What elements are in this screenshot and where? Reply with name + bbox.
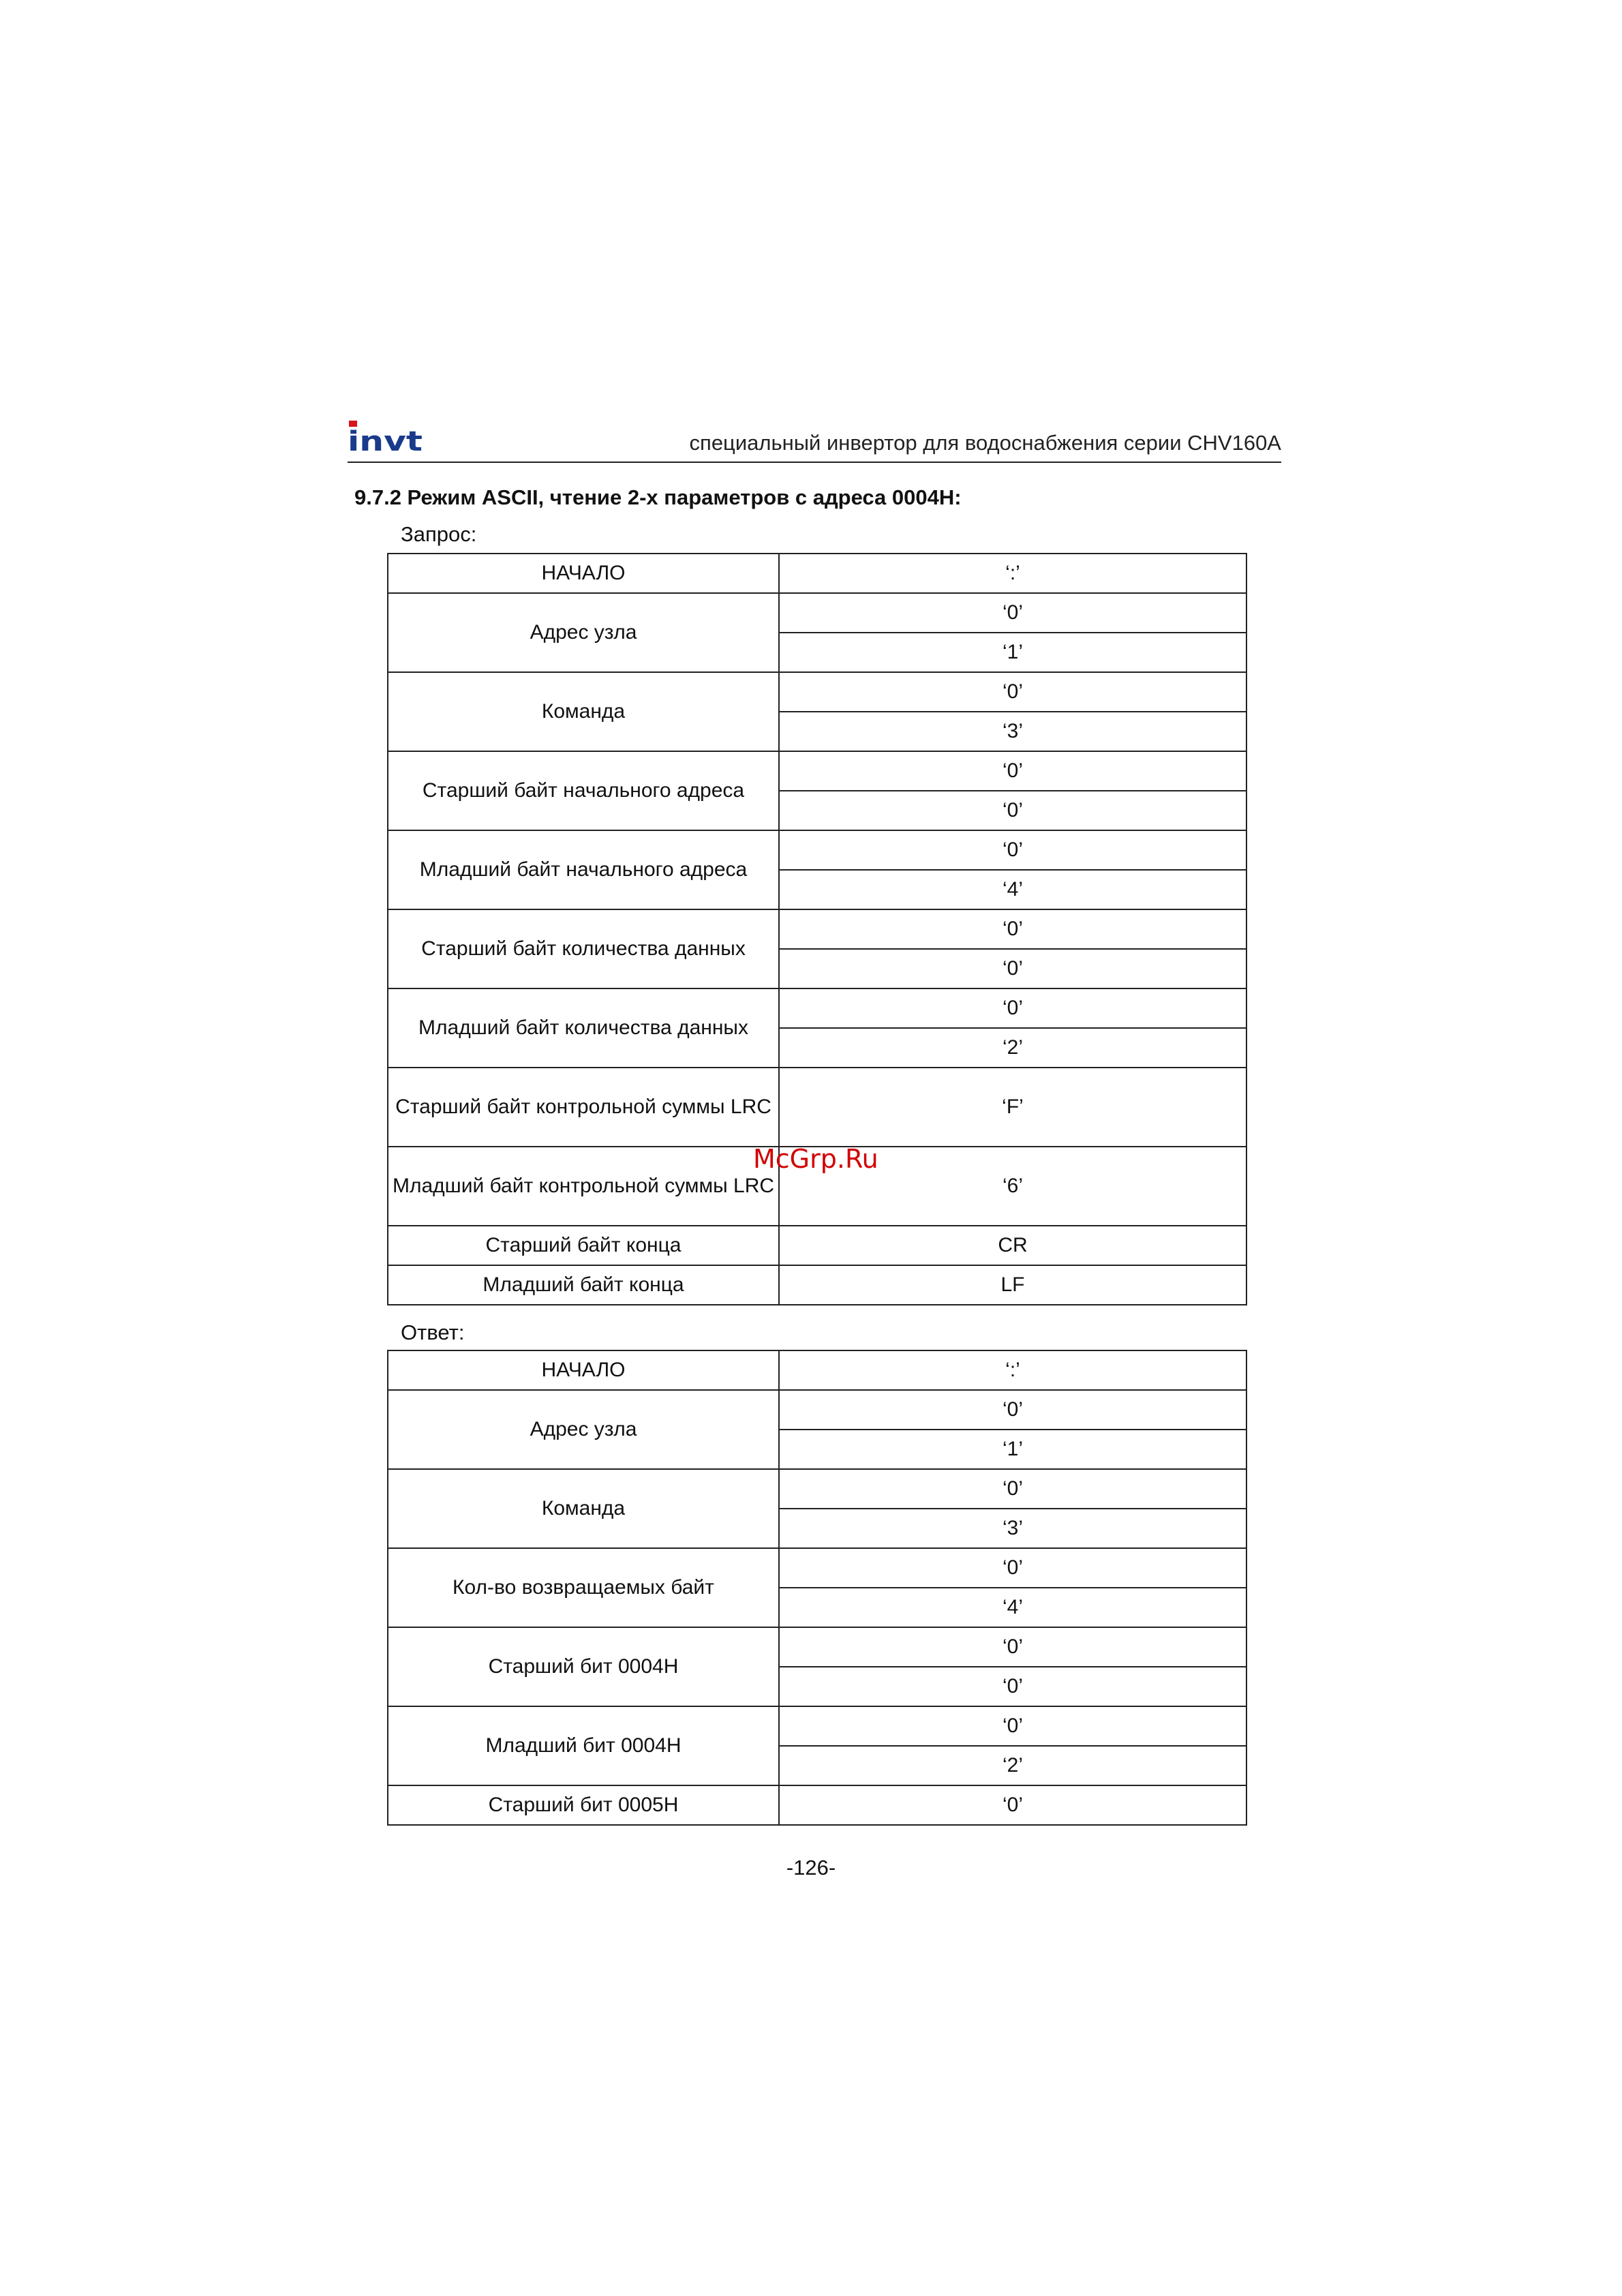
field-value: ‘2’ bbox=[779, 1746, 1246, 1785]
table-row bbox=[388, 1068, 1246, 1147]
table-row bbox=[388, 554, 1246, 593]
field-label: Старший байт количества данных bbox=[388, 909, 779, 988]
field-value: ‘0’ bbox=[779, 1390, 1246, 1430]
response-caption: Ответ: bbox=[401, 1320, 465, 1344]
table-row bbox=[388, 751, 1246, 791]
svg-text:invt: invt bbox=[348, 426, 423, 453]
field-value: ‘4’ bbox=[779, 870, 1246, 909]
field-value: ‘1’ bbox=[779, 633, 1246, 672]
field-label: Младший байт начального адреса bbox=[388, 830, 779, 909]
invt-logo bbox=[348, 421, 424, 453]
field-value: ‘3’ bbox=[779, 712, 1246, 751]
field-value: ‘0’ bbox=[779, 988, 1246, 1028]
field-value: ‘6’ bbox=[779, 1147, 1246, 1226]
table-row bbox=[388, 1265, 1246, 1305]
field-label: Младший бит 0004H bbox=[388, 1706, 779, 1785]
field-label: Старший бит 0004H bbox=[388, 1627, 779, 1706]
header-divider bbox=[348, 462, 1281, 463]
field-label: Кол-во возвращаемых байт bbox=[388, 1548, 779, 1627]
table-row bbox=[388, 988, 1246, 1028]
table-row bbox=[388, 1548, 1246, 1588]
table-row bbox=[388, 1469, 1246, 1509]
table-row bbox=[388, 593, 1246, 633]
request-table bbox=[387, 553, 1247, 1305]
table-row bbox=[388, 909, 1246, 949]
field-value: ‘0’ bbox=[779, 949, 1246, 988]
field-label: Старший байт начального адреса bbox=[388, 751, 779, 830]
field-label: Команда bbox=[388, 672, 779, 751]
field-value: CR bbox=[779, 1226, 1246, 1265]
field-label: НАЧАЛО bbox=[388, 554, 779, 593]
header-title: специальный инвертор для водоснабжения серии CHV160A bbox=[689, 431, 1281, 455]
field-label: Старший байт конца bbox=[388, 1226, 779, 1265]
table-row bbox=[388, 1785, 1246, 1825]
request-caption: Запрос: bbox=[401, 522, 477, 546]
field-label: Старший бит 0005H bbox=[388, 1785, 779, 1825]
table-row bbox=[388, 1350, 1246, 1390]
field-value: ‘0’ bbox=[779, 593, 1246, 633]
field-value: ‘0’ bbox=[779, 1667, 1246, 1706]
field-label: Адрес узла bbox=[388, 1390, 779, 1469]
field-value: ‘F’ bbox=[779, 1068, 1246, 1147]
field-label: Младший байт конца bbox=[388, 1265, 779, 1305]
field-value: ‘0’ bbox=[779, 909, 1246, 949]
watermark: McGrp.Ru bbox=[753, 1144, 878, 1174]
field-value: ‘0’ bbox=[779, 830, 1246, 870]
section-title: 9.7.2 Режим ASCII, чтение 2-х параметров с адреса 0004H: bbox=[354, 485, 962, 509]
field-value: ‘:’ bbox=[779, 1350, 1246, 1390]
field-value: ‘0’ bbox=[779, 1548, 1246, 1588]
field-value: ‘3’ bbox=[779, 1509, 1246, 1548]
table-row bbox=[388, 1627, 1246, 1667]
field-value: ‘1’ bbox=[779, 1430, 1246, 1469]
field-label: Младший байт контрольной суммы LRC bbox=[388, 1147, 779, 1226]
field-value: LF bbox=[779, 1265, 1246, 1305]
table-row bbox=[388, 1706, 1246, 1746]
page-number: -126- bbox=[786, 1856, 836, 1879]
table-row bbox=[388, 1226, 1246, 1265]
table-row bbox=[388, 830, 1246, 870]
field-value: ‘4’ bbox=[779, 1588, 1246, 1627]
field-label: НАЧАЛО bbox=[388, 1350, 779, 1390]
field-label: Старший байт контрольной суммы LRC bbox=[388, 1068, 779, 1147]
field-label: Команда bbox=[388, 1469, 779, 1548]
field-label: Младший байт количества данных bbox=[388, 988, 779, 1068]
response-table bbox=[387, 1350, 1247, 1826]
field-value: ‘0’ bbox=[779, 1706, 1246, 1746]
field-label: Адрес узла bbox=[388, 593, 779, 672]
field-value: ‘0’ bbox=[779, 1627, 1246, 1667]
field-value: ‘0’ bbox=[779, 672, 1246, 712]
field-value: ‘:’ bbox=[779, 554, 1246, 593]
field-value: ‘0’ bbox=[779, 1785, 1246, 1825]
table-row bbox=[388, 1390, 1246, 1430]
field-value: ‘2’ bbox=[779, 1028, 1246, 1068]
table-row bbox=[388, 672, 1246, 712]
field-value: ‘0’ bbox=[779, 791, 1246, 830]
field-value: ‘0’ bbox=[779, 751, 1246, 791]
field-value: ‘0’ bbox=[779, 1469, 1246, 1509]
